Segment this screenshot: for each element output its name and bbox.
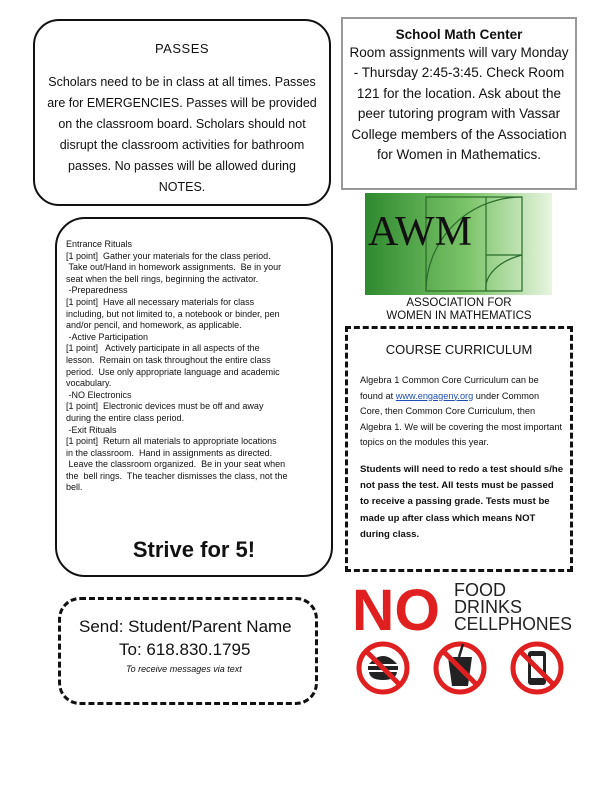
engageny-link[interactable]: www.engageny.org <box>395 390 474 401</box>
rituals-line: lesson. Remain on task throughout the entire class <box>66 354 271 365</box>
no-food-sign <box>350 578 580 708</box>
rituals-line: bell. <box>66 482 83 493</box>
contact-note: To receive messages via text <box>126 664 242 674</box>
no-item-cellphones: CELLPHONES <box>454 614 572 634</box>
math-center-text: Room assignments will vary Monday - Thursday 2:45-3:45. Check Room 121 for the location. Ask about the peer tutoring program with Vassar College members of the Association for Women in Mathematics. <box>349 45 569 163</box>
rituals-line: Leave the classroom organized. Be in your seat when <box>66 459 286 470</box>
rituals-line: the bell rings. The teacher dismisses the class, not the <box>66 470 288 481</box>
rituals-line: Entrance Rituals <box>66 239 133 249</box>
rituals-line: -Preparedness <box>66 285 128 296</box>
no-item-drinks: DRINKS <box>454 597 523 617</box>
curriculum-text: Algebra 1 Common Core Curriculum can be found at <box>360 375 539 401</box>
rituals-list <box>66 239 319 494</box>
rituals-line: -Exit Rituals <box>66 424 117 435</box>
rituals-line: [1 point] Electronic devices must be off and away <box>66 401 264 412</box>
awm-logo <box>362 193 556 321</box>
awm-line-1: ASSOCIATION FOR <box>406 297 512 309</box>
rituals-line: [1 point] Have all necessary materials for class <box>66 296 255 307</box>
rituals-line: period. Use only appropriate language and academic <box>66 366 280 377</box>
rituals-line: during the entire class period. <box>66 412 185 423</box>
passes-box <box>33 19 331 206</box>
strive-heading: Strive for 5! <box>132 537 256 562</box>
math-center-box <box>341 17 577 190</box>
curriculum-paragraph-1 <box>360 373 564 451</box>
no-food-sign-graphic <box>350 578 580 708</box>
no-text: NO <box>352 578 440 643</box>
contact-box <box>58 597 318 705</box>
rituals-line: [1 point] Return all materials to appropriate locations <box>66 436 277 447</box>
rituals-line: [1 point] Actively participate in all aspects of the <box>66 343 260 354</box>
rituals-line: seat when the bell rings, beginning the activator. <box>66 273 259 284</box>
curriculum-text: under Common Core, then Common Core Curriculum, then Algebra 1. We will be covering the most important topics on the modules this year. <box>360 390 563 447</box>
no-cellphones-icon <box>513 644 561 692</box>
passes-text: Scholars need to be in class at all times. Passes are for EMERGENCIES. Passes will be provided on the classroom board. Scholars should not disrupt the classroom activities for bathroom passes. No passes will be allowed during NOTES. <box>47 75 317 194</box>
rituals-line: -Active Participation <box>66 331 149 342</box>
curriculum-box <box>345 326 573 572</box>
contact-line-2: To: 618.830.1795 <box>119 640 251 659</box>
awm-line-2: WOMEN IN MATHEMATICS <box>386 310 532 321</box>
rituals-line: vocabulary. <box>66 378 112 389</box>
awm-letters: AWM <box>368 209 472 255</box>
rituals-line: -NO Electronics <box>66 389 132 400</box>
no-item-food: FOOD <box>454 580 506 600</box>
contact-line-1: Send: Student/Parent Name <box>79 617 292 636</box>
rituals-box <box>55 217 333 577</box>
math-center-title: School Math Center <box>395 27 523 42</box>
passes-title: PASSES <box>154 41 210 56</box>
curriculum-paragraph-2: Students will need to redo a test should s/he not pass the test. All tests must be passed to receive a passing grade. Tests must be made up after class which means NOT during class. <box>360 463 564 541</box>
curriculum-title: COURSE CURRICULUM <box>385 342 533 357</box>
rituals-line: in the classroom. Hand in assignments as directed. <box>66 447 273 458</box>
no-drinks-icon <box>436 644 484 692</box>
awm-logo-graphic <box>362 193 556 321</box>
rituals-line: including, but not limited to, a notebook or binder, pen <box>66 308 280 319</box>
rituals-line: and/or pencil, and homework, as applicable. <box>66 320 242 331</box>
no-food-icon <box>359 644 407 692</box>
rituals-line: Take out/Hand in homework assignments. Be in your <box>66 262 282 273</box>
rituals-line: [1 point] Gather your materials for the class period. <box>66 250 271 261</box>
